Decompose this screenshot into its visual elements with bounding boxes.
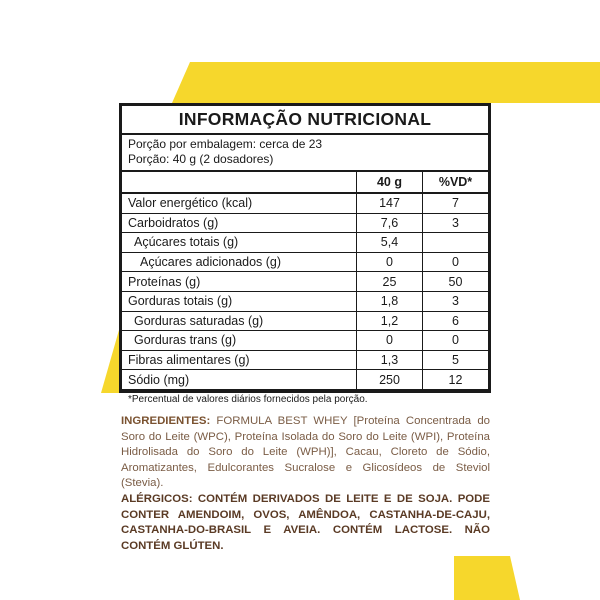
row-dv: 0	[423, 252, 489, 272]
row-dv: 50	[423, 272, 489, 292]
row-amount: 1,8	[357, 291, 423, 311]
table-row	[122, 193, 488, 213]
nutrition-facts-panel	[119, 103, 491, 405]
table-row	[122, 331, 488, 351]
allergens-text: ALÉRGICOS: CONTÉM DERIVADOS DE LEITE E DE SOJA. PODE CONTER AMENDOIM, OVOS, AMÊNDOA, CASTANHA-DE-CAJU, CASTANHA-DO-BRASIL E AVEIA. CONTÉM LACTOSE. NÃO CONTÉM GLÚTEN.	[121, 492, 490, 552]
row-amount: 0	[357, 252, 423, 272]
table-row	[122, 291, 488, 311]
row-name: Sódio (mg)	[122, 370, 357, 390]
row-dv: 0	[423, 331, 489, 351]
row-dv: 5	[423, 350, 489, 370]
row-amount: 5,4	[357, 233, 423, 253]
serving-size: Porção: 40 g (2 dosadores)	[128, 151, 274, 166]
table-row	[122, 252, 488, 272]
table-row	[122, 233, 488, 253]
row-dv: 3	[423, 291, 489, 311]
ingredients-text: FORMULA BEST WHEY [Proteína Concentrada do Soro do Leite (WPC), Proteína Isolada do Soro do Leite (WPI), Proteína Hidrolisada do Soro do Leite (WPH)], Cacau, Cloreto de Sódio, Aromatizantes, Edulcorantes Sucralose e Glicosídeos de Steviol (Stevia).	[121, 415, 490, 490]
nutrition-table	[122, 172, 488, 391]
row-dv: 3	[423, 213, 489, 233]
row-name: Gorduras totais (g)	[122, 291, 357, 311]
row-amount: 7,6	[357, 213, 423, 233]
row-amount: 250	[357, 370, 423, 390]
table-row	[122, 213, 488, 233]
row-name: Valor energético (kcal)	[122, 193, 357, 213]
row-dv: 12	[423, 370, 489, 390]
row-name: Gorduras saturadas (g)	[122, 311, 357, 331]
row-name: Carboidratos (g)	[122, 213, 357, 233]
table-row	[122, 370, 488, 390]
row-dv: 6	[423, 311, 489, 331]
row-name: Açúcares totais (g)	[122, 233, 357, 253]
row-amount: 147	[357, 193, 423, 213]
header-blank	[122, 172, 357, 193]
ingredients-block	[121, 414, 490, 554]
row-amount: 25	[357, 272, 423, 292]
table-row	[122, 350, 488, 370]
table-row	[122, 311, 488, 331]
row-name: Gorduras trans (g)	[122, 331, 357, 351]
ingredients-paragraph	[121, 414, 490, 492]
nutrition-title: INFORMAÇÃO NUTRICIONAL	[122, 106, 488, 135]
row-amount: 1,3	[357, 350, 423, 370]
ingredients-label: INGREDIENTES:	[121, 415, 211, 427]
row-name: Açúcares adicionados (g)	[122, 252, 357, 272]
row-name: Fibras alimentares (g)	[122, 350, 357, 370]
header-amount: 40 g	[357, 172, 423, 193]
table-row	[122, 272, 488, 292]
row-dv: 7	[423, 193, 489, 213]
row-amount: 0	[357, 331, 423, 351]
serving-info	[122, 135, 488, 172]
servings-per-package: Porção por embalagem: cerca de 23	[128, 137, 323, 151]
row-name: Proteínas (g)	[122, 272, 357, 292]
dv-footnote: *Percentual de valores diários fornecidos pela porção.	[128, 393, 368, 405]
row-dv	[423, 233, 489, 253]
row-amount: 1,2	[357, 311, 423, 331]
table-header-row	[122, 172, 488, 193]
header-dv: %VD*	[423, 172, 489, 193]
